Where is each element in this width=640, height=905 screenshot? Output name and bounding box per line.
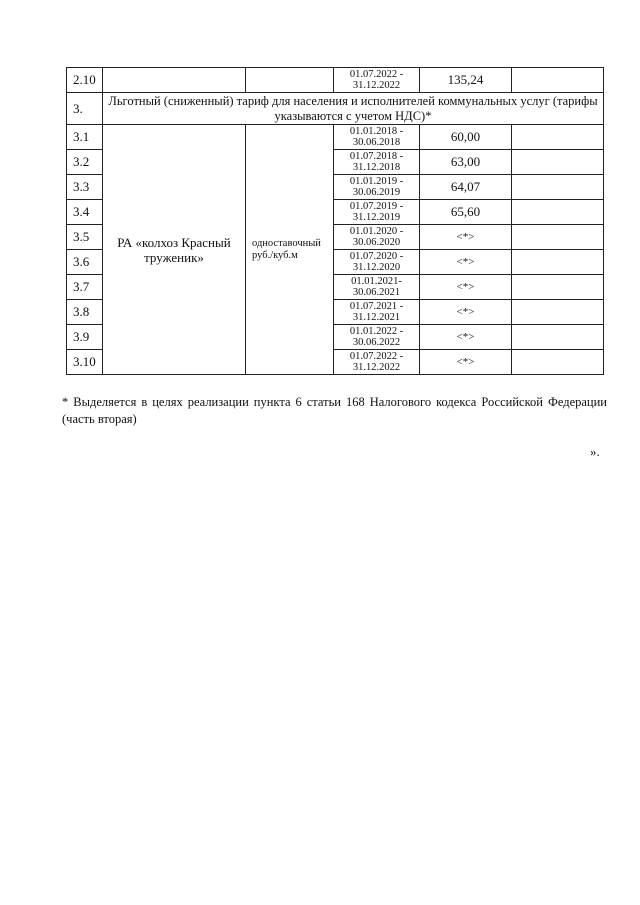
empty-cell <box>512 175 604 200</box>
tariff-value: <*> <box>420 275 512 300</box>
empty-cell <box>512 225 604 250</box>
tariff-value: <*> <box>420 325 512 350</box>
tariff-value: <*> <box>420 225 512 250</box>
empty-cell <box>512 325 604 350</box>
period-cell: 01.07.2020 - 31.12.2020 <box>334 250 420 275</box>
organization-name: РА «колхоз Красный труженик» <box>103 125 246 375</box>
tariff-value: <*> <box>420 250 512 275</box>
row-number: 2.10 <box>67 68 103 93</box>
tariff-value: 65,60 <box>420 200 512 225</box>
row-number: 3.8 <box>67 300 103 325</box>
tariff-unit: одноставочный руб./куб.м <box>246 125 334 375</box>
empty-cell <box>512 300 604 325</box>
section-title: Льготный (сниженный) тариф для населения и исполнителей коммунальных услуг (тарифы указываются с учетом НДС)* <box>103 93 604 125</box>
closing-quote-mark: ». <box>590 444 600 459</box>
tariff-value: <*> <box>420 350 512 375</box>
empty-cell <box>512 200 604 225</box>
period-cell: 01.01.2020 - 30.06.2020 <box>334 225 420 250</box>
tariff-value: 135,24 <box>420 68 512 93</box>
period-cell: 01.07.2021 - 31.12.2021 <box>334 300 420 325</box>
section-header-row <box>67 93 604 125</box>
table-row <box>67 125 604 150</box>
empty-cell <box>103 68 246 93</box>
row-number: 3.5 <box>67 225 103 250</box>
period-cell: 01.01.2018 - 30.06.2018 <box>334 125 420 150</box>
period-cell: 01.07.2018 - 31.12.2018 <box>334 150 420 175</box>
tariff-table <box>66 67 604 375</box>
tariff-value: 64,07 <box>420 175 512 200</box>
row-number: 3.6 <box>67 250 103 275</box>
empty-cell <box>512 350 604 375</box>
empty-cell <box>512 125 604 150</box>
empty-cell <box>512 250 604 275</box>
row-number: 3. <box>67 93 103 125</box>
period-cell: 01.01.2021- 30.06.2021 <box>334 275 420 300</box>
period-cell: 01.07.2019 - 31.12.2019 <box>334 200 420 225</box>
period-cell: 01.01.2022 - 30.06.2022 <box>334 325 420 350</box>
row-number: 3.3 <box>67 175 103 200</box>
empty-cell <box>512 150 604 175</box>
period-cell: 01.01.2019 - 30.06.2019 <box>334 175 420 200</box>
tariff-value: <*> <box>420 300 512 325</box>
row-number: 3.9 <box>67 325 103 350</box>
row-number: 3.4 <box>67 200 103 225</box>
period-cell: 01.07.2022 - 31.12.2022 <box>334 68 420 93</box>
row-number: 3.7 <box>67 275 103 300</box>
empty-cell <box>512 275 604 300</box>
period-cell: 01.07.2022 - 31.12.2022 <box>334 350 420 375</box>
table-row <box>67 68 604 93</box>
tariff-value: 63,00 <box>420 150 512 175</box>
row-number: 3.1 <box>67 125 103 150</box>
row-number: 3.2 <box>67 150 103 175</box>
tariff-value: 60,00 <box>420 125 512 150</box>
empty-cell <box>512 68 604 93</box>
row-number: 3.10 <box>67 350 103 375</box>
footnote: * Выделяется в целях реализации пункта 6 статьи 168 Налогового кодекса Российской Федерации (часть вторая) <box>62 395 607 426</box>
empty-cell <box>246 68 334 93</box>
